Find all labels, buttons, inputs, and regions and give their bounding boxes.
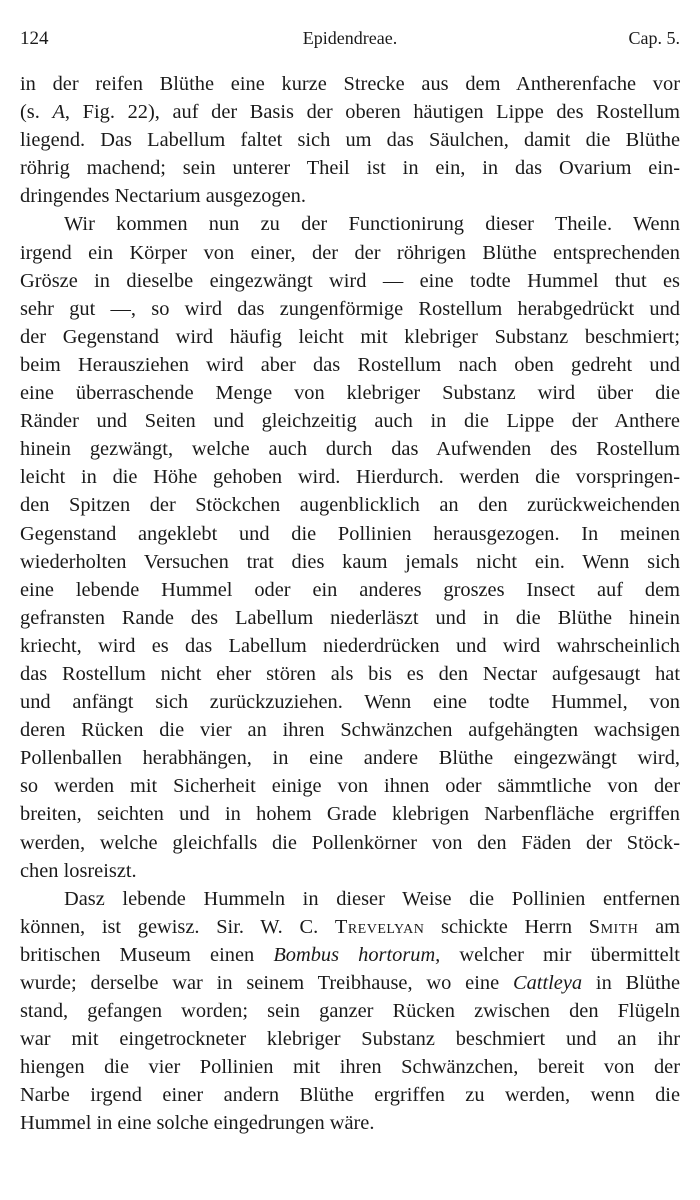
text-span: Dasz lebende Hummeln in dieser Weise die Pollinien entfernen <box>64 887 680 910</box>
text-span: so werden mit Sicherheit einige von ihnen oder sämmtliche von der <box>20 775 680 798</box>
page-number: 124 <box>20 28 49 49</box>
text-span: wiederholten Versuchen trat dies kaum jemals nicht ein. Wenn sich <box>20 550 680 573</box>
text-line <box>20 1081 680 1109</box>
text-span: schickte Herrn <box>424 915 589 938</box>
text-span: chen losreiszt. <box>20 859 137 882</box>
text-line <box>20 154 680 182</box>
text-line <box>20 632 680 660</box>
text-line <box>20 98 680 126</box>
text-span: leicht in die Höhe gehoben wird. Hierdurch. werden die vorspringen- <box>20 466 680 489</box>
text-line <box>20 407 680 435</box>
text-span: gefransten Rande des Labellum niederläszt und in die Blüthe hinein <box>20 606 680 629</box>
chapter-label: Cap. 5. <box>628 28 680 48</box>
text-line <box>20 239 680 267</box>
section-title: Epidendreae. <box>302 28 398 48</box>
text-line <box>20 267 680 295</box>
text-line <box>20 688 680 716</box>
text-line <box>20 604 680 632</box>
text-span: können, ist gewisz. Sir. W. C. <box>20 915 335 938</box>
text-span: und anfängt sich zurückzuziehen. Wenn eine todte Hummel, von <box>20 691 680 714</box>
text-line <box>20 716 680 744</box>
text-line <box>20 1109 680 1137</box>
text-span: Grösze in dieselbe eingezwängt wird — eine todte Hummel thut es <box>20 269 680 292</box>
text-span: Narbe irgend einer andern Blüthe ergriffen zu werden, wenn die <box>20 1084 680 1107</box>
text-line <box>20 323 680 351</box>
text-span: in der reifen Blüthe eine kurze Strecke aus dem Antherenfache vor <box>20 73 680 95</box>
text-line <box>20 997 680 1025</box>
text-span: deren Rücken die vier an ihren Schwänzchen aufgehängten wachsigen <box>20 719 680 742</box>
text-span: am <box>638 915 680 938</box>
body-text <box>20 70 680 1138</box>
text-span: Hummel in eine solche eingedrungen wäre. <box>20 1112 375 1135</box>
text-line <box>20 885 680 913</box>
text-line <box>20 126 680 154</box>
text-span: eine überraschende Menge von klebriger Substanz wird über die <box>20 382 680 405</box>
text-span: breiten, seichten und in hohem Grade klebrigen Narbenfläche ergriffen <box>20 803 680 826</box>
text-span: beim Herausziehen wird aber das Rostellum nach oben gedreht und <box>20 353 680 376</box>
text-line <box>20 913 680 941</box>
text-span: Bombus hortorum, <box>273 943 441 966</box>
text-span: Ränder und Seiten und gleichzeitig auch in die Lippe der Anthere <box>20 410 680 433</box>
text-span: war mit eingetrockneter klebriger Substanz beschmiert und an ihr <box>20 1028 680 1051</box>
text-span: sehr gut —, so wird das zungenförmige Rostellum herabgedrückt und <box>20 297 680 320</box>
text-span: kriecht, wird es das Labellum niederdrücken und wird wahrscheinlich <box>20 634 680 657</box>
text-span: Trevelyan <box>334 915 425 938</box>
text-line <box>20 941 680 969</box>
text-span: den Spitzen der Stöckchen augenblicklich an den zurückweichenden <box>20 494 680 517</box>
text-line <box>20 548 680 576</box>
text-line <box>20 857 680 885</box>
text-line <box>20 660 680 688</box>
text-span: wurde; derselbe war in seinem Treibhause, wo eine <box>20 972 513 994</box>
text-line <box>20 435 680 463</box>
running-head <box>20 14 680 54</box>
text-line <box>20 351 680 379</box>
text-line <box>20 182 680 210</box>
text-line <box>20 744 680 772</box>
text-line <box>20 520 680 548</box>
text-line <box>20 772 680 800</box>
paragraph <box>20 885 680 1138</box>
text-span: A <box>52 101 65 124</box>
text-span: britischen Museum einen <box>20 943 274 966</box>
text-line <box>20 1025 680 1053</box>
text-span: , Fig. 22), auf der Basis der oberen häutigen Lippe des Rostellum <box>64 101 681 124</box>
text-span: werden, welche gleichfalls die Pollenkörner von den Fäden der Stöck- <box>20 831 680 854</box>
paragraph <box>20 210 680 884</box>
text-span: eine lebende Hummel oder ein anderes groszes Insect auf dem <box>20 578 680 601</box>
text-span: Smith <box>588 915 639 938</box>
text-span: Cattleya <box>512 972 583 994</box>
text-line <box>20 829 680 857</box>
text-span: stand, gefangen worden; sein ganzer Rücken zwischen den Flügeln <box>20 1000 680 1023</box>
text-line <box>20 800 680 828</box>
text-span: hinein gezwängt, welche auch durch das Aufwenden des Rostellum <box>20 438 680 461</box>
text-span: (s. <box>20 101 53 124</box>
text-line <box>20 295 680 323</box>
text-line <box>20 210 680 238</box>
text-line <box>20 70 680 98</box>
text-span: in Blüthe <box>582 972 680 994</box>
text-span: Pollenballen herabhängen, in eine andere Blüthe eingezwängt wird, <box>20 747 680 770</box>
text-span: röhrig machend; sein unterer Theil ist in ein, in das Ovarium ein- <box>20 157 680 180</box>
paragraph <box>20 70 680 210</box>
text-span: hiengen die vier Pollinien mit ihren Schwänzchen, bereit von der <box>20 1056 680 1079</box>
text-line <box>20 491 680 519</box>
text-span: Gegenstand angeklebt und die Pollinien herausgezogen. In meinen <box>20 522 680 545</box>
text-line <box>20 576 680 604</box>
text-span: Wir kommen nun zu der Functionirung dieser Theile. Wenn <box>64 213 680 236</box>
text-span: irgend ein Körper von einer, der der röhrigen Blüthe entsprechenden <box>20 241 680 264</box>
text-line <box>20 969 680 997</box>
text-span: liegend. Das Labellum faltet sich um das Säulchen, damit die Blüthe <box>20 129 680 152</box>
text-span: dringendes Nectarium ausgezogen. <box>20 185 306 208</box>
text-span: das Rostellum nicht eher stören als bis es den Nectar aufgesaugt hat <box>20 662 680 685</box>
text-line <box>20 379 680 407</box>
text-span: welcher mir übermittelt <box>440 943 680 966</box>
text-line <box>20 463 680 491</box>
text-line <box>20 1053 680 1081</box>
text-span: der Gegenstand wird häufig leicht mit klebriger Substanz beschmiert; <box>20 325 680 348</box>
